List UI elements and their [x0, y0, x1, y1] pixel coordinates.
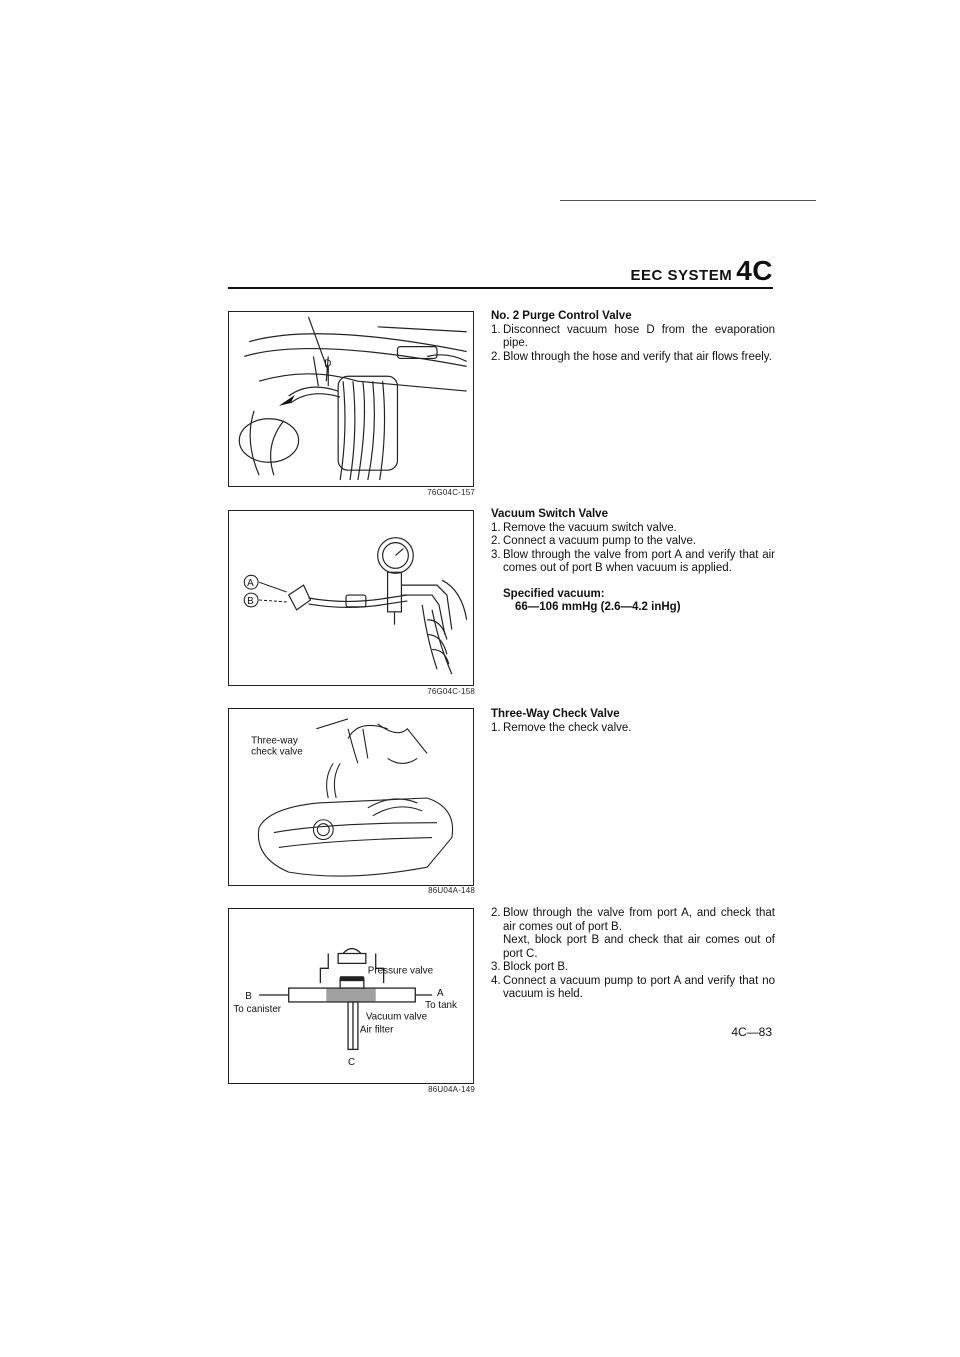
callout-port-a: A — [247, 578, 254, 590]
fuel-tank-illustration — [229, 709, 473, 885]
callout-port-b: B — [247, 595, 254, 607]
steps-list — [491, 907, 775, 1002]
figure-id-4: 86U04A-149 — [428, 1085, 475, 1094]
callout-check-valve: check valve — [251, 746, 303, 758]
callout-air-filter: Air filter — [359, 1024, 394, 1036]
page-number: 4C—83 — [731, 1025, 772, 1039]
list-item: 3. Block port B. — [491, 961, 569, 973]
list-item: 2. Blow through the hose and verify that air flows freely. — [491, 350, 772, 363]
section-code: 4C — [736, 255, 773, 286]
callout-port-b: B — [245, 990, 252, 1002]
valve-diaphragm — [340, 976, 364, 981]
leader-line — [316, 719, 348, 729]
steps-list — [491, 324, 775, 365]
callout-port-c: C — [348, 1057, 356, 1069]
figure-id-2: 76G04C-158 — [427, 687, 475, 696]
section-purge-control-valve — [491, 310, 775, 364]
figure-purge-valve — [228, 311, 474, 487]
section-three-way-check-valve — [491, 708, 775, 735]
list-item: 1. Disconnect vacuum hose D from the evaporation pipe. — [491, 323, 775, 349]
list-item: 1. Remove the vacuum switch valve. — [491, 521, 677, 534]
list-item: 1. Remove the check valve. — [491, 721, 632, 734]
callout-to-tank: To tank — [425, 999, 457, 1011]
valve-body — [326, 988, 375, 1002]
spec-label: Specified vacuum: — [503, 587, 605, 600]
section-title: No. 2 Purge Control Valve — [491, 310, 632, 322]
callout-d: D — [324, 358, 332, 370]
list-item: 4. Connect a vacuum pump to port A and verify that no vacuum is held. — [491, 974, 775, 1000]
vacuum-switch-illustration — [229, 511, 473, 685]
page-header — [560, 255, 773, 287]
figure-three-way-location — [228, 708, 474, 886]
figure-vacuum-switch — [228, 510, 474, 686]
system-title: EEC SYSTEM — [630, 267, 733, 284]
figure-id-1: 76G04C-157 — [427, 488, 475, 497]
section-three-way-check-continued — [491, 907, 775, 1002]
list-item: 3. Blow through the valve from port A and verify that air comes out of port B when vacuum is applied. — [491, 548, 775, 574]
callout-to-canister: To canister — [233, 1003, 282, 1015]
section-title: Three-Way Check Valve — [491, 708, 620, 720]
check-valve-section — [229, 909, 473, 1083]
arrow-in-icon — [259, 582, 287, 592]
callout-vacuum-valve: Vacuum valve — [365, 1011, 428, 1023]
top-rule — [560, 200, 816, 201]
callout-pressure-valve: Pressure valve — [367, 965, 434, 977]
section-title: Vacuum Switch Valve — [491, 508, 608, 520]
figure-three-way-section — [228, 908, 474, 1084]
list-item: 2. Connect a vacuum pump to the valve. — [491, 535, 697, 547]
list-item: 2. Blow through the valve from port A, and check that air comes out of port B. Next, block port B and check that air comes out of port C. — [491, 907, 775, 960]
figure-id-3: 86U04A-148 — [428, 886, 475, 895]
purge-valve-illustration — [229, 312, 473, 486]
spec-value: 66—106 mmHg (2.6—4.2 inHg) — [515, 601, 681, 613]
steps-list — [491, 722, 775, 736]
specification — [491, 588, 775, 615]
callout-three-way: Three-way — [251, 735, 298, 747]
arrow-out-icon — [259, 600, 287, 602]
callout-port-a: A — [437, 988, 444, 999]
section-vacuum-switch-valve — [491, 508, 775, 615]
arrow-icon — [279, 395, 295, 406]
steps-list — [491, 522, 775, 576]
header-rule — [228, 287, 773, 289]
